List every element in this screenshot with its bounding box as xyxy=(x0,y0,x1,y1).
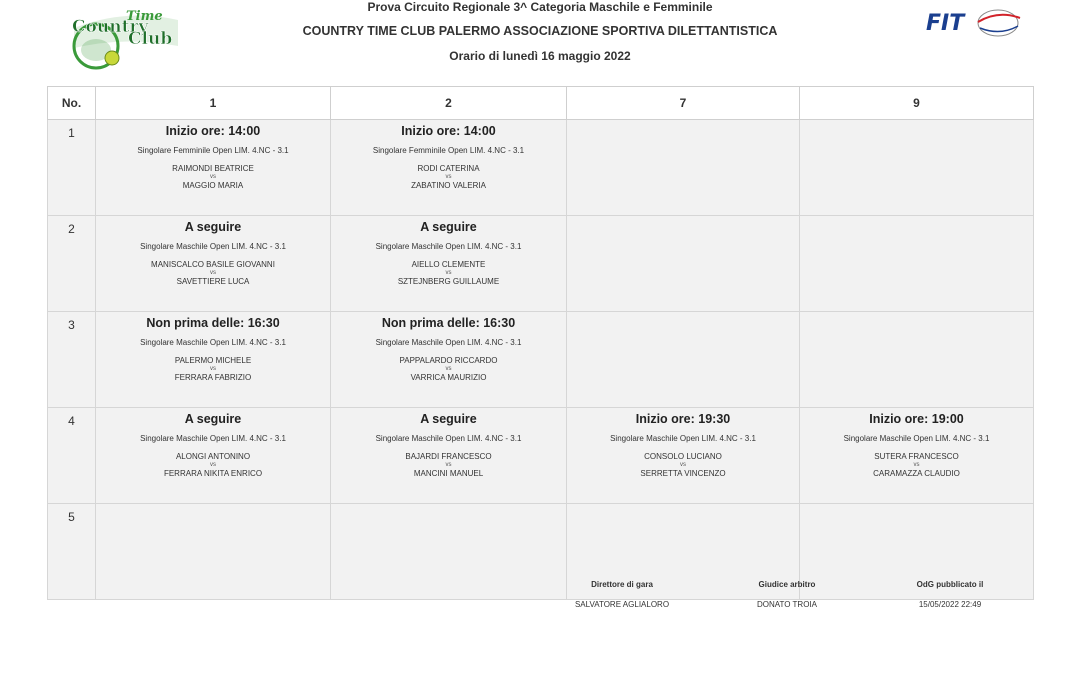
match-cell xyxy=(331,120,567,216)
player-one: PALERMO MICHELE xyxy=(174,356,252,365)
player-two: MAGGIO MARIA xyxy=(182,181,244,190)
empty-cell xyxy=(800,216,1034,312)
match-event: Singolare Maschile Open LIM. 4.NC - 3.1 xyxy=(140,338,286,347)
column-header-court: 9 xyxy=(800,87,1034,120)
column-header-no: No. xyxy=(48,87,96,120)
match-event: Singolare Maschile Open LIM. 4.NC - 3.1 xyxy=(375,338,522,347)
empty-cell xyxy=(567,312,800,408)
table-row xyxy=(48,120,1034,216)
match-time: Inizio ore: 14:00 xyxy=(165,124,261,138)
match-time: Inizio ore: 19:00 xyxy=(869,412,964,426)
match-event: Singolare Maschile Open LIM. 4.NC - 3.1 xyxy=(843,434,990,443)
match-cell xyxy=(331,312,567,408)
match-event: Singolare Femminile Open LIM. 4.NC - 3.1 xyxy=(137,146,289,155)
versus-label: vs xyxy=(210,270,216,276)
match-cell xyxy=(96,408,331,504)
tournament-title: Prova Circuito Regionale 3^ Categoria Maschile e Femminile xyxy=(367,0,713,14)
match-time: Inizio ore: 19:30 xyxy=(635,412,731,426)
player-two: FERRARA NIKITA ENRICO xyxy=(163,469,263,478)
row-number: 1 xyxy=(48,120,96,216)
player-one: ALONGI ANTONINO xyxy=(175,452,251,461)
row-number: 3 xyxy=(48,312,96,408)
match-event: Singolare Femminile Open LIM. 4.NC - 3.1 xyxy=(372,146,525,155)
player-one: BAJARDI FRANCESCO xyxy=(405,452,492,461)
player-one: CONSOLO LUCIANO xyxy=(644,452,722,461)
player-two: MANCINI MANUEL xyxy=(413,469,484,478)
match-cell xyxy=(96,216,331,312)
versus-label: vs xyxy=(210,174,216,180)
published-value: 15/05/2022 22:49 xyxy=(918,600,982,609)
player-one: SUTERA FRANCESCO xyxy=(874,452,959,461)
logo-time-text: Time xyxy=(126,9,163,24)
versus-label: vs xyxy=(680,462,686,468)
match-cell xyxy=(96,120,331,216)
column-header-court: 7 xyxy=(567,87,800,120)
match-time: Non prima delle: 16:30 xyxy=(381,316,516,330)
row-number: 2 xyxy=(48,216,96,312)
versus-label: vs xyxy=(445,366,452,372)
player-two: SERRETTA VINCENZO xyxy=(640,469,726,478)
column-header-court: 2 xyxy=(331,87,567,120)
player-two: ZABATINO VALERIA xyxy=(411,181,486,190)
published-block xyxy=(900,580,1000,609)
table-row xyxy=(48,408,1034,504)
versus-label: vs xyxy=(445,174,452,180)
table-row xyxy=(48,312,1034,408)
empty-cell xyxy=(96,504,331,600)
player-two: SZTEJNBERG GUILLAUME xyxy=(397,277,500,286)
empty-cell xyxy=(567,216,800,312)
match-time: A seguire xyxy=(420,220,477,234)
director-value: SALVATORE AGLIALORO xyxy=(574,600,670,609)
player-two: VARRICA MAURIZIO xyxy=(410,373,487,382)
match-cell xyxy=(331,216,567,312)
match-cell xyxy=(331,408,567,504)
empty-cell xyxy=(800,120,1034,216)
table-row xyxy=(48,504,1034,600)
column-header-court: 1 xyxy=(96,87,331,120)
fit-logo-text: FIT xyxy=(926,11,965,36)
empty-cell xyxy=(567,120,800,216)
row-number: 4 xyxy=(48,408,96,504)
match-cell xyxy=(567,408,800,504)
player-one: PAPPALARDO RICCARDO xyxy=(399,356,498,365)
table-header-row xyxy=(48,87,1034,120)
match-time: A seguire xyxy=(184,220,242,234)
match-time: Non prima delle: 16:30 xyxy=(146,316,280,330)
director-label: Direttore di gara xyxy=(591,580,653,589)
versus-label: vs xyxy=(913,462,920,468)
empty-cell xyxy=(331,504,567,600)
match-event: Singolare Maschile Open LIM. 4.NC - 3.1 xyxy=(140,242,286,251)
match-event: Singolare Maschile Open LIM. 4.NC - 3.1 xyxy=(375,434,522,443)
match-cell xyxy=(96,312,331,408)
versus-label: vs xyxy=(210,366,216,372)
match-event: Singolare Maschile Open LIM. 4.NC - 3.1 xyxy=(610,434,756,443)
player-one: RODI CATERINA xyxy=(417,164,480,173)
match-event: Singolare Maschile Open LIM. 4.NC - 3.1 xyxy=(140,434,286,443)
match-time: Inizio ore: 14:00 xyxy=(401,124,496,138)
match-event: Singolare Maschile Open LIM. 4.NC - 3.1 xyxy=(375,242,522,251)
schedule-date: Orario di lunedì 16 maggio 2022 xyxy=(449,49,631,63)
judge-label: Giudice arbitro xyxy=(758,580,816,589)
club-name: COUNTRY TIME CLUB PALERMO ASSOCIAZIONE SPORTIVA DILETTANTISTICA xyxy=(302,24,778,38)
player-one: MANISCALCO BASILE GIOVANNI xyxy=(151,260,275,269)
match-cell xyxy=(800,408,1034,504)
judge-block xyxy=(737,580,837,609)
match-time: A seguire xyxy=(184,412,242,426)
logo-club-text: Club xyxy=(128,29,173,49)
player-two: FERRARA FABRIZIO xyxy=(174,373,252,382)
table-row xyxy=(48,216,1034,312)
schedule-table xyxy=(47,86,1034,600)
empty-cell xyxy=(800,312,1034,408)
versus-label: vs xyxy=(445,270,452,276)
player-two: CARAMAZZA CLAUDIO xyxy=(873,469,960,478)
logo-country-text: Country xyxy=(72,17,149,37)
director-block xyxy=(572,580,672,609)
player-two: SAVETTIERE LUCA xyxy=(176,277,250,286)
row-number: 5 xyxy=(48,504,96,600)
player-one: AIELLO CLEMENTE xyxy=(411,260,486,269)
judge-value: DONATO TROIA xyxy=(756,600,817,609)
versus-label: vs xyxy=(210,462,216,468)
published-label: OdG pubblicato il xyxy=(916,580,984,589)
player-one: RAIMONDI BEATRICE xyxy=(172,164,254,173)
match-time: A seguire xyxy=(420,412,477,426)
versus-label: vs xyxy=(445,462,452,468)
